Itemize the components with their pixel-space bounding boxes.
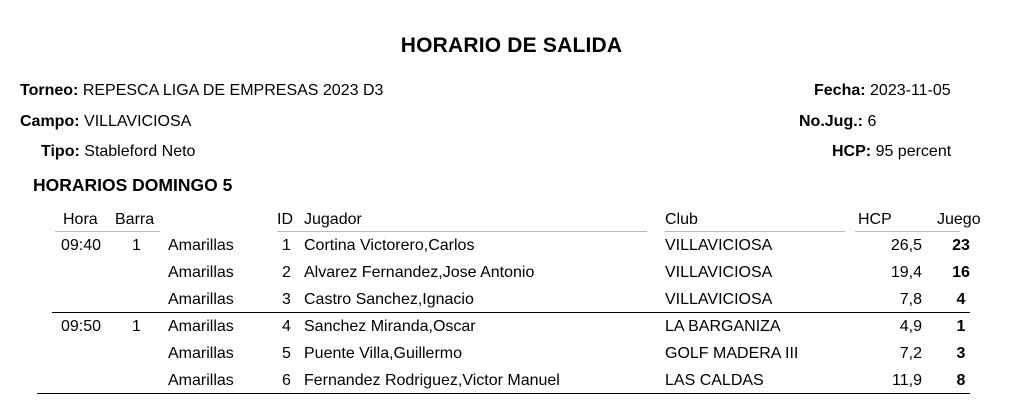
header-juego: Juego: [937, 211, 981, 228]
row-club: VILLAVICIOSA: [665, 264, 773, 281]
row-hcp: 7,8: [899, 291, 922, 308]
row-juego: 16: [952, 264, 970, 281]
header-hcp: HCP: [858, 211, 892, 228]
row-id: 6: [282, 372, 291, 389]
page-title: HORARIO DE SALIDA: [400, 34, 623, 57]
row-hcp: 7,2: [899, 345, 922, 362]
fecha-label: Fecha:: [814, 82, 866, 99]
header-underline-hcp-juego: [855, 231, 960, 232]
row-id: 3: [282, 291, 291, 308]
row-id: 4: [282, 318, 291, 335]
row-juego: 23: [952, 237, 970, 254]
row-club: VILLAVICIOSA: [665, 291, 773, 308]
header-id: ID: [277, 211, 293, 228]
row-juego: 3: [956, 345, 966, 362]
header-jugador: Jugador: [304, 211, 362, 228]
row-jugador: Sanchez Miranda,Oscar: [304, 318, 476, 335]
row-jugador: Alvarez Fernandez,Jose Antonio: [304, 264, 535, 281]
row-jugador: Cortina Victorero,Carlos: [304, 237, 475, 254]
row-club: GOLF MADERA III: [665, 345, 799, 362]
campo-label: Campo:: [20, 113, 80, 130]
header-barra: Barra: [115, 211, 155, 228]
row-club: LA BARGANIZA: [665, 318, 781, 335]
row-tee: Amarillas: [168, 237, 234, 254]
row-hcp: 4,9: [899, 318, 922, 335]
row-tee: Amarillas: [168, 372, 234, 389]
header-underline-jugador: [277, 231, 647, 232]
row-hcp: 11,9: [892, 372, 922, 389]
group-1-barra: 1: [132, 237, 141, 254]
row-tee: Amarillas: [168, 264, 234, 281]
header-underline-hora-barra: [55, 231, 160, 232]
row-club: LAS CALDAS: [665, 372, 764, 389]
header-hora: Hora: [63, 211, 98, 228]
nojug-info: [799, 113, 876, 131]
row-id: 5: [282, 345, 291, 362]
group-divider: [52, 312, 970, 313]
tipo-info: [41, 143, 195, 161]
hcp-value: 95 percent: [875, 143, 952, 160]
row-id: 2: [282, 264, 291, 281]
section-title: HORARIOS DOMINGO 5: [33, 175, 233, 195]
group-2-hora: 09:50: [61, 318, 102, 335]
row-tee: Amarillas: [168, 318, 234, 335]
row-tee: Amarillas: [168, 345, 234, 362]
row-juego: 8: [956, 372, 966, 389]
header-underline-club: [665, 231, 845, 232]
torneo-info: [20, 82, 383, 100]
row-jugador: Puente Villa,Guillermo: [304, 345, 463, 362]
row-club: VILLAVICIOSA: [665, 237, 773, 254]
hcp-info: [832, 143, 951, 161]
campo-info: [20, 113, 191, 131]
hcp-label: HCP:: [832, 143, 872, 160]
row-hcp: 26,5: [890, 237, 922, 254]
row-jugador: Castro Sanchez,Ignacio: [304, 291, 474, 308]
row-hcp: 19,4: [890, 264, 922, 281]
row-tee: Amarillas: [168, 291, 234, 308]
row-juego: 1: [956, 318, 966, 335]
tipo-label: Tipo:: [41, 143, 80, 160]
nojug-value: 6: [867, 113, 877, 130]
torneo-value: REPESCA LIGA DE EMPRESAS 2023 D3: [82, 82, 384, 99]
tipo-value: Stableford Neto: [84, 143, 196, 160]
row-id: 1: [282, 237, 291, 254]
row-jugador: Fernandez Rodriguez,Victor Manuel: [304, 372, 560, 389]
campo-value: VILLAVICIOSA: [84, 113, 192, 130]
fecha-value: 2023-11-05: [870, 82, 951, 99]
torneo-label: Torneo:: [20, 82, 79, 99]
header-club: Club: [665, 211, 698, 228]
fecha-info: [814, 82, 951, 100]
table-bottom-rule: [37, 393, 970, 394]
row-juego: 4: [956, 291, 966, 308]
group-1-hora: 09:40: [61, 237, 102, 254]
group-2-barra: 1: [132, 318, 141, 335]
nojug-label: No.Jug.:: [799, 113, 863, 130]
